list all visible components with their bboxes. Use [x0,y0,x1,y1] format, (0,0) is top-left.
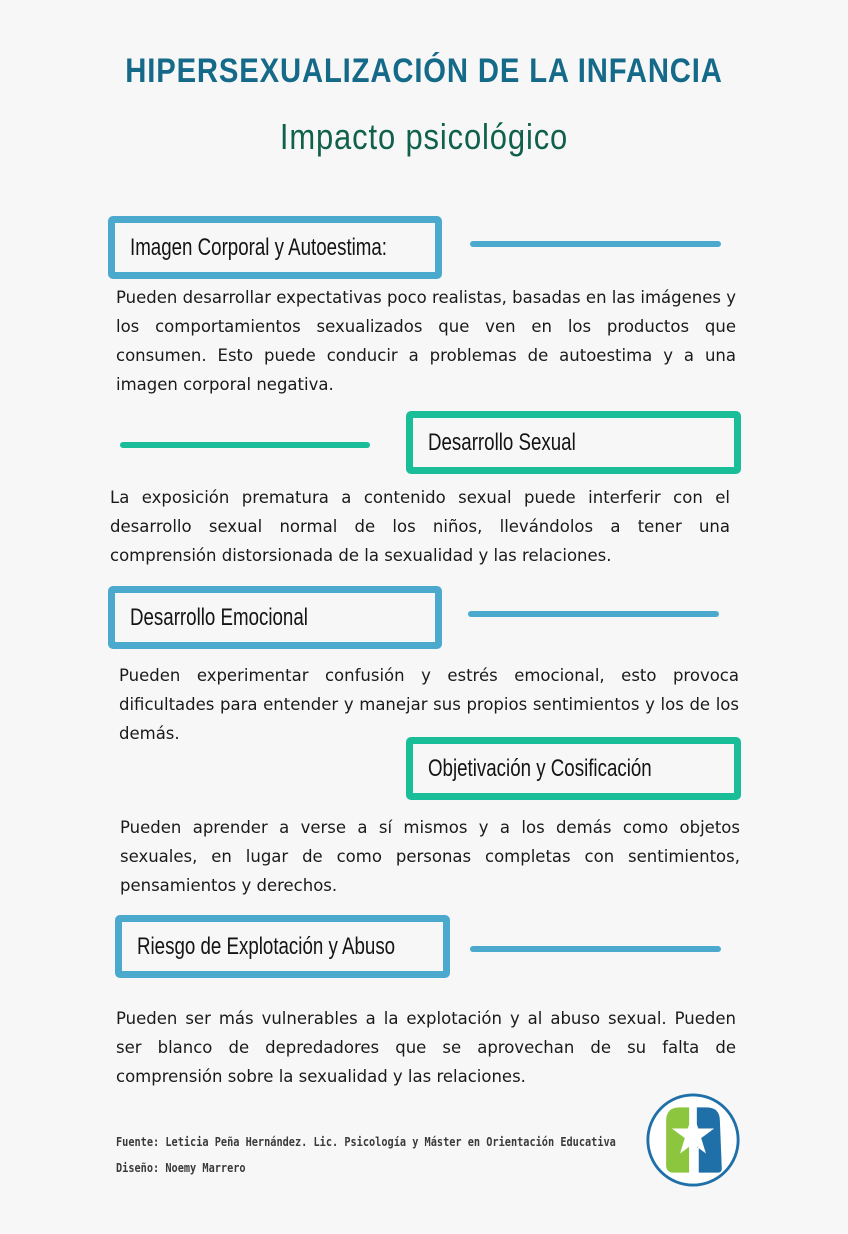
section-heading-box-emotional-development [108,586,442,649]
section-heading-box-exploitation-risk [115,915,450,978]
star-letter-logo-icon [645,1092,741,1188]
section-body: Pueden experimentar confusión y estrés emocional, esto provoca dificultades para entender y manejar sus propios sentimientos y los de los demás. [119,666,739,743]
section-heading: Imagen Corporal y Autoestima: [130,234,388,261]
section-heading: Riesgo de Explotación y Abuso [137,933,396,960]
divider-line [470,946,721,952]
section-body: Pueden aprender a verse a sí mismos y a los demás como objetos sexuales, en lugar de como personas completas con sentimientos, pensamientos y derechos. [120,818,740,895]
divider-line [120,442,370,448]
section-heading: Desarrollo Sexual [428,429,576,456]
section-heading-box-sexual-development [406,411,741,474]
section-heading: Desarrollo Emocional [130,604,308,631]
footer-design-credit: Diseño: Noemy Marrero [116,1160,246,1175]
footer-source: Fuente: Leticia Peña Hernández. Lic. Psicología y Máster en Orientación Educativa [116,1134,616,1149]
divider-line [470,241,721,247]
divider-line [468,611,719,617]
section-body: La exposición prematura a contenido sexual puede interferir con el desarrollo sexual normal de los niños, llevándolos a tener una comprensión distorsionada de la sexualidad y las relaciones. [110,488,730,565]
section-body: Pueden desarrollar expectativas poco realistas, basadas en las imágenes y los comportamientos sexualizados que ven en los productos que consumen. Esto puede conducir a problemas de autoestima y a una imagen corporal negativa. [116,288,736,394]
page-title: HIPERSEXUALIZACIÓN DE LA INFANCIA [125,52,723,90]
page-subtitle: Impacto psicológico [279,116,569,157]
section-heading-box-objectification [406,737,741,800]
section-body: Pueden ser más vulnerables a la explotación y al abuso sexual. Pueden ser blanco de depredadores que se aprovechan de su falta de comprensión sobre la sexualidad y las relaciones. [116,1009,736,1086]
section-heading: Objetivación y Cosificación [428,755,652,782]
section-heading-box-body-image [108,216,442,279]
